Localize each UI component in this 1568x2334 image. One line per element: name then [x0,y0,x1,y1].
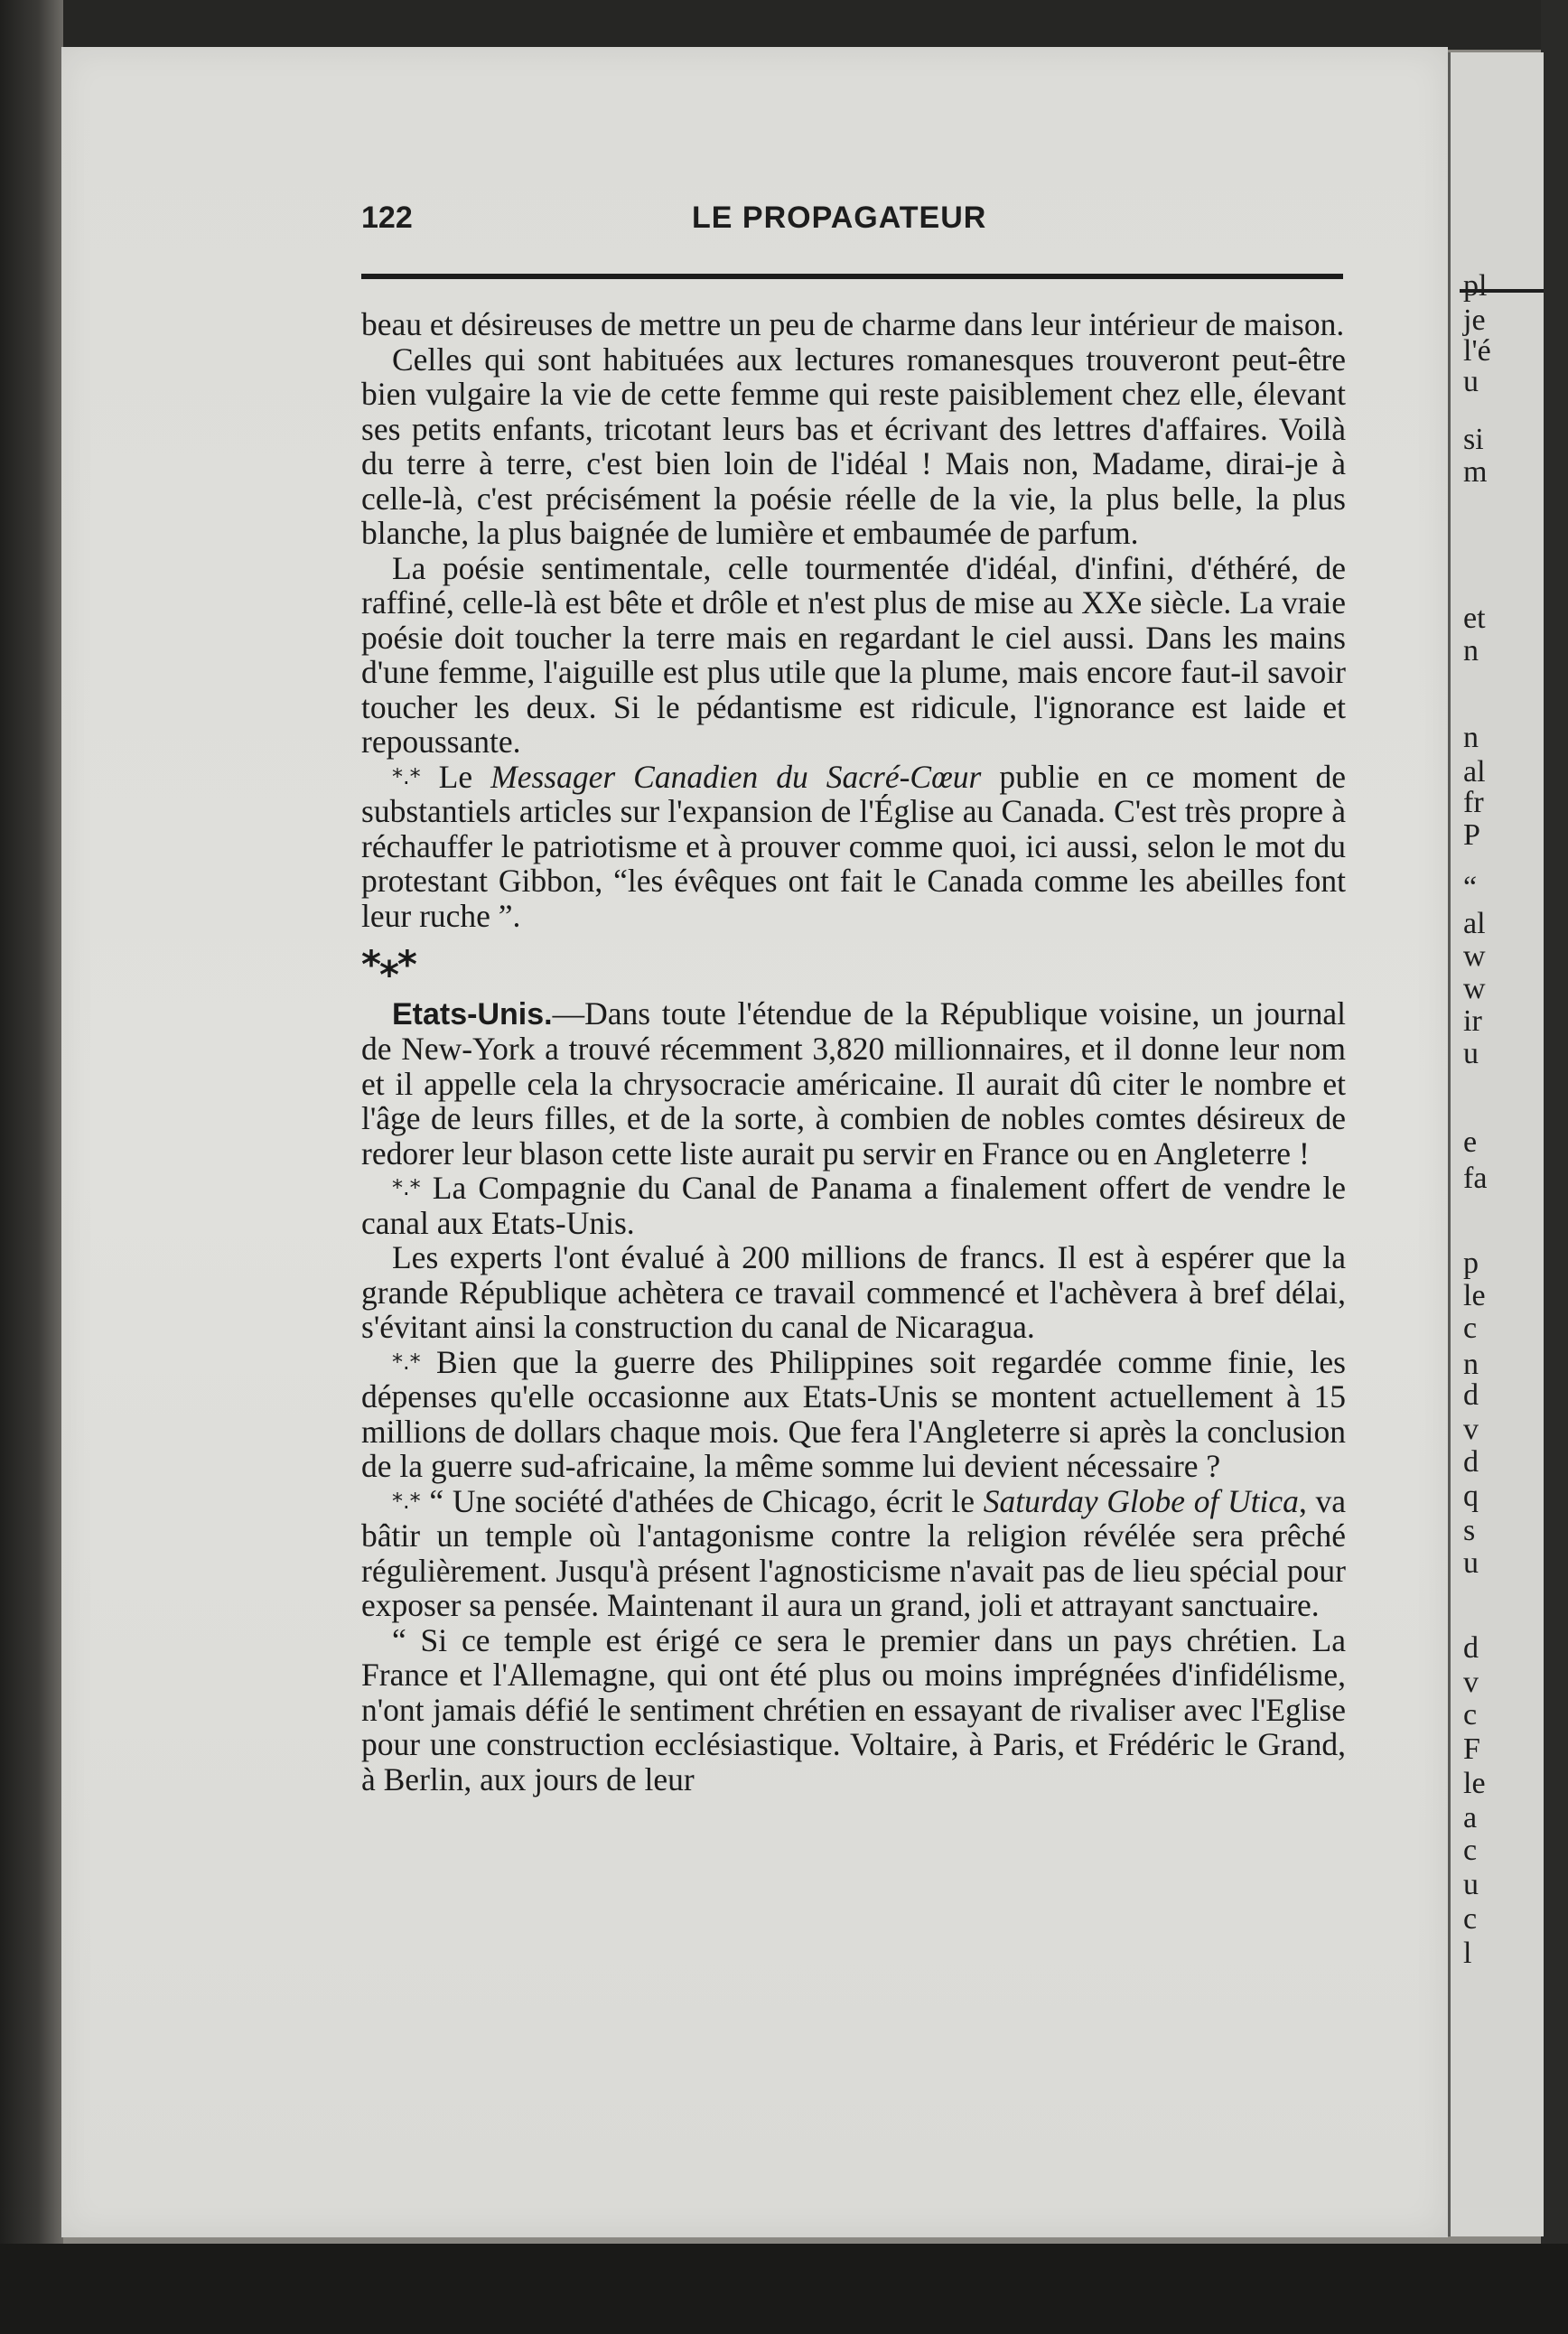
section-asterism: *⁎* [361,942,415,987]
facing-page-fragment: “ [1463,871,1478,904]
facing-page-fragment: w [1463,939,1486,973]
asterism-mark: *.* [392,1349,421,1375]
facing-page-fragment: fr [1463,786,1484,819]
facing-page-fragment: w [1463,972,1486,1005]
paragraph: “ Si ce temple est érigé ce sera le premier dans un pays chrétien. La France et l'Allemagne, qui ont été plus ou moins imprégnées d'infidélisme, n'ont jamais défié le sentiment chrétien en essayant de rivaliser avec l'Eglise pour une construction ecclésiastique. Voltaire, à Paris, et Frédéric le Grand, à Berlin, aux jours de leur [361,1621,1346,1797]
facing-page-fragment: d [1463,1631,1479,1665]
paragraph: La poésie sentimentale, celle tourmentée d'idéal, d'infini, d'éthéré, de raffiné, celle-là est bête et drôle et n'est plus de mise au XXe siècle. La vraie poésie doit toucher la terre mais en regardant le ciel aussi. Dans les mains d'une femme, l'aiguille est plus utile que la plume, mais encore faut-il savoir toucher les deux. Si le pédantisme est ridicule, l'ignorance est laide et repoussante. [361,549,1346,761]
publication-title: Messager Canadien du Sacré-Cœur [490,758,982,795]
paragraph: Celles qui sont habituées aux lectures romanesques trouveront peut-être bien vulgaire la vie de cette femme qui reste paisiblement chez elle, élevant ses petits enfants, tricotant leurs bas et écrivant des lettres d'affaires. Voilà du terre à terre, c'est bien loin de l'idéal ! Mais non, Madame, dirai-je à celle-là, c'est précisément la poésie réelle de la vie, la plus belle, la plus blanche, la plus baignée de lumière et embaumée de parfum. [361,341,1346,552]
header-rule [361,274,1343,279]
facing-page-fragment: le [1463,1279,1486,1312]
facing-page-fragment: m [1463,455,1488,489]
facing-page-fragment: pl [1463,269,1488,303]
facing-page-fragment: ir [1463,1004,1482,1038]
running-head: LE PROPAGATEUR [692,201,987,235]
text-run: publie en ce moment de substantiels articles sur l'expansion de l'Église au Canada. C'est très propre à réchauffer le patriotisme et à prouver comme quoi, ici aussi, selon le mot du protestant Gibbon, “les évêques ont fait le Canada comme les abeilles font leur ruche ”. [361,758,1347,934]
facing-page-fragment: l'é [1463,334,1491,368]
facing-page-fragment: fa [1463,1162,1488,1195]
facing-page-fragment: si [1463,423,1484,456]
scan-border-bottom [0,2244,1568,2334]
facing-page-fragment: a [1463,1801,1478,1835]
facing-page-fragment: u [1463,1868,1479,1901]
facing-page-fragment: al [1463,755,1486,789]
facing-page [1448,52,1544,2236]
facing-page-fragment: c [1463,1834,1478,1867]
facing-page-fragment: je [1463,303,1486,337]
text-run: La Compagnie du Canal de Panama a finalement offert de vendre le canal aux Etats-Unis. [361,1170,1346,1241]
scan-border-left [0,0,63,2334]
facing-page-fragment: u [1463,1546,1479,1580]
paragraph: Les experts l'ont évalué à 200 millions de francs. Il est à espérer que la grande République achètera ce travail commencé et l'achèvera à bref délai, s'évitant ainsi la construction du canal de Nicaragua. [361,1239,1346,1346]
text-run: Le [438,758,473,795]
text-run: “ Une société d'athées de Chicago, écrit le [429,1482,975,1519]
facing-page-fragment: s [1463,1514,1476,1547]
paragraph [361,1484,1346,1623]
facing-page-fragment: al [1463,907,1486,940]
facing-page-fragment: l [1463,1937,1472,1970]
facing-page-fragment: u [1463,1037,1479,1070]
facing-page-fragment: c [1463,1902,1478,1936]
facing-page-fragment: q [1463,1480,1479,1513]
facing-page-fragment: n [1463,634,1479,668]
asterism-mark: *.* [392,763,421,789]
facing-page-fragment: n [1463,1348,1479,1381]
scan-border-right [1541,0,1568,2334]
paragraph [361,760,1346,934]
facing-page-fragment: P [1463,818,1480,852]
text-run: , va bâtir un temple où l'antagonisme contre la religion révélée sera prêché régulièrement. Jusqu'à présent l'agnosticisme n'avait pas de lieu spécial pour exposer sa pensée. Maintenant il aura un grand, joli et attrayant sanctuaire. [361,1482,1347,1624]
facing-page-fragment: p [1463,1246,1479,1280]
asterism-mark: *.* [392,1175,421,1201]
facing-page-fragment: et [1463,602,1486,635]
facing-page-fragment: le [1463,1767,1486,1800]
asterism-mark: *.* [392,1488,421,1514]
section-heading: Etats-Unis. [392,997,553,1032]
facing-page-fragment: F [1463,1732,1480,1766]
facing-page-fragment: n [1463,721,1479,754]
facing-page-fragment: u [1463,365,1479,398]
facing-page-fragment: c [1463,1698,1478,1732]
facing-page-fragment: e [1463,1125,1478,1159]
text-run: —Dans toute l'étendue de la République voisine, un journal de New-York a trouvé récemment 3,820 millionnaires, et il donne leur nom et il appelle cela la chrysocracie américaine. Il aurait dû citer le nombre et l'âge de leurs filles, et de la sorte, à combien de nobles comtes désireux de redorer leur blason cette liste aurait pu servir en France ou en Angleterre ! [361,995,1346,1172]
text-run: Bien que la guerre des Philippines soit regardée comme finie, les dépenses qu'elle occasionne aux Etats-Unis se montent actuellement à 15 millions de dollars chaque mois. Que fera l'Angleterre si après la conclusion de la guerre sud-africaine, la même somme lui devient nécessaire ? [361,1343,1346,1485]
scan-border-top [0,0,1568,50]
paragraph [361,1171,1346,1240]
paragraph [361,996,1346,1171]
paragraph [361,1345,1346,1484]
paragraph: beau et désireuses de mettre un peu de charme dans leur intérieur de maison. [361,306,1345,342]
facing-page-fragment: v [1463,1666,1479,1699]
page-number: 122 [361,201,413,235]
facing-page-fragment: d [1463,1378,1479,1412]
facing-page-fragment: v [1463,1413,1479,1446]
article-body [361,307,1346,1797]
publication-title: Saturday Globe of Utica [983,1482,1299,1519]
facing-page-fragment: d [1463,1445,1479,1479]
facing-page-fragment: c [1463,1312,1478,1345]
